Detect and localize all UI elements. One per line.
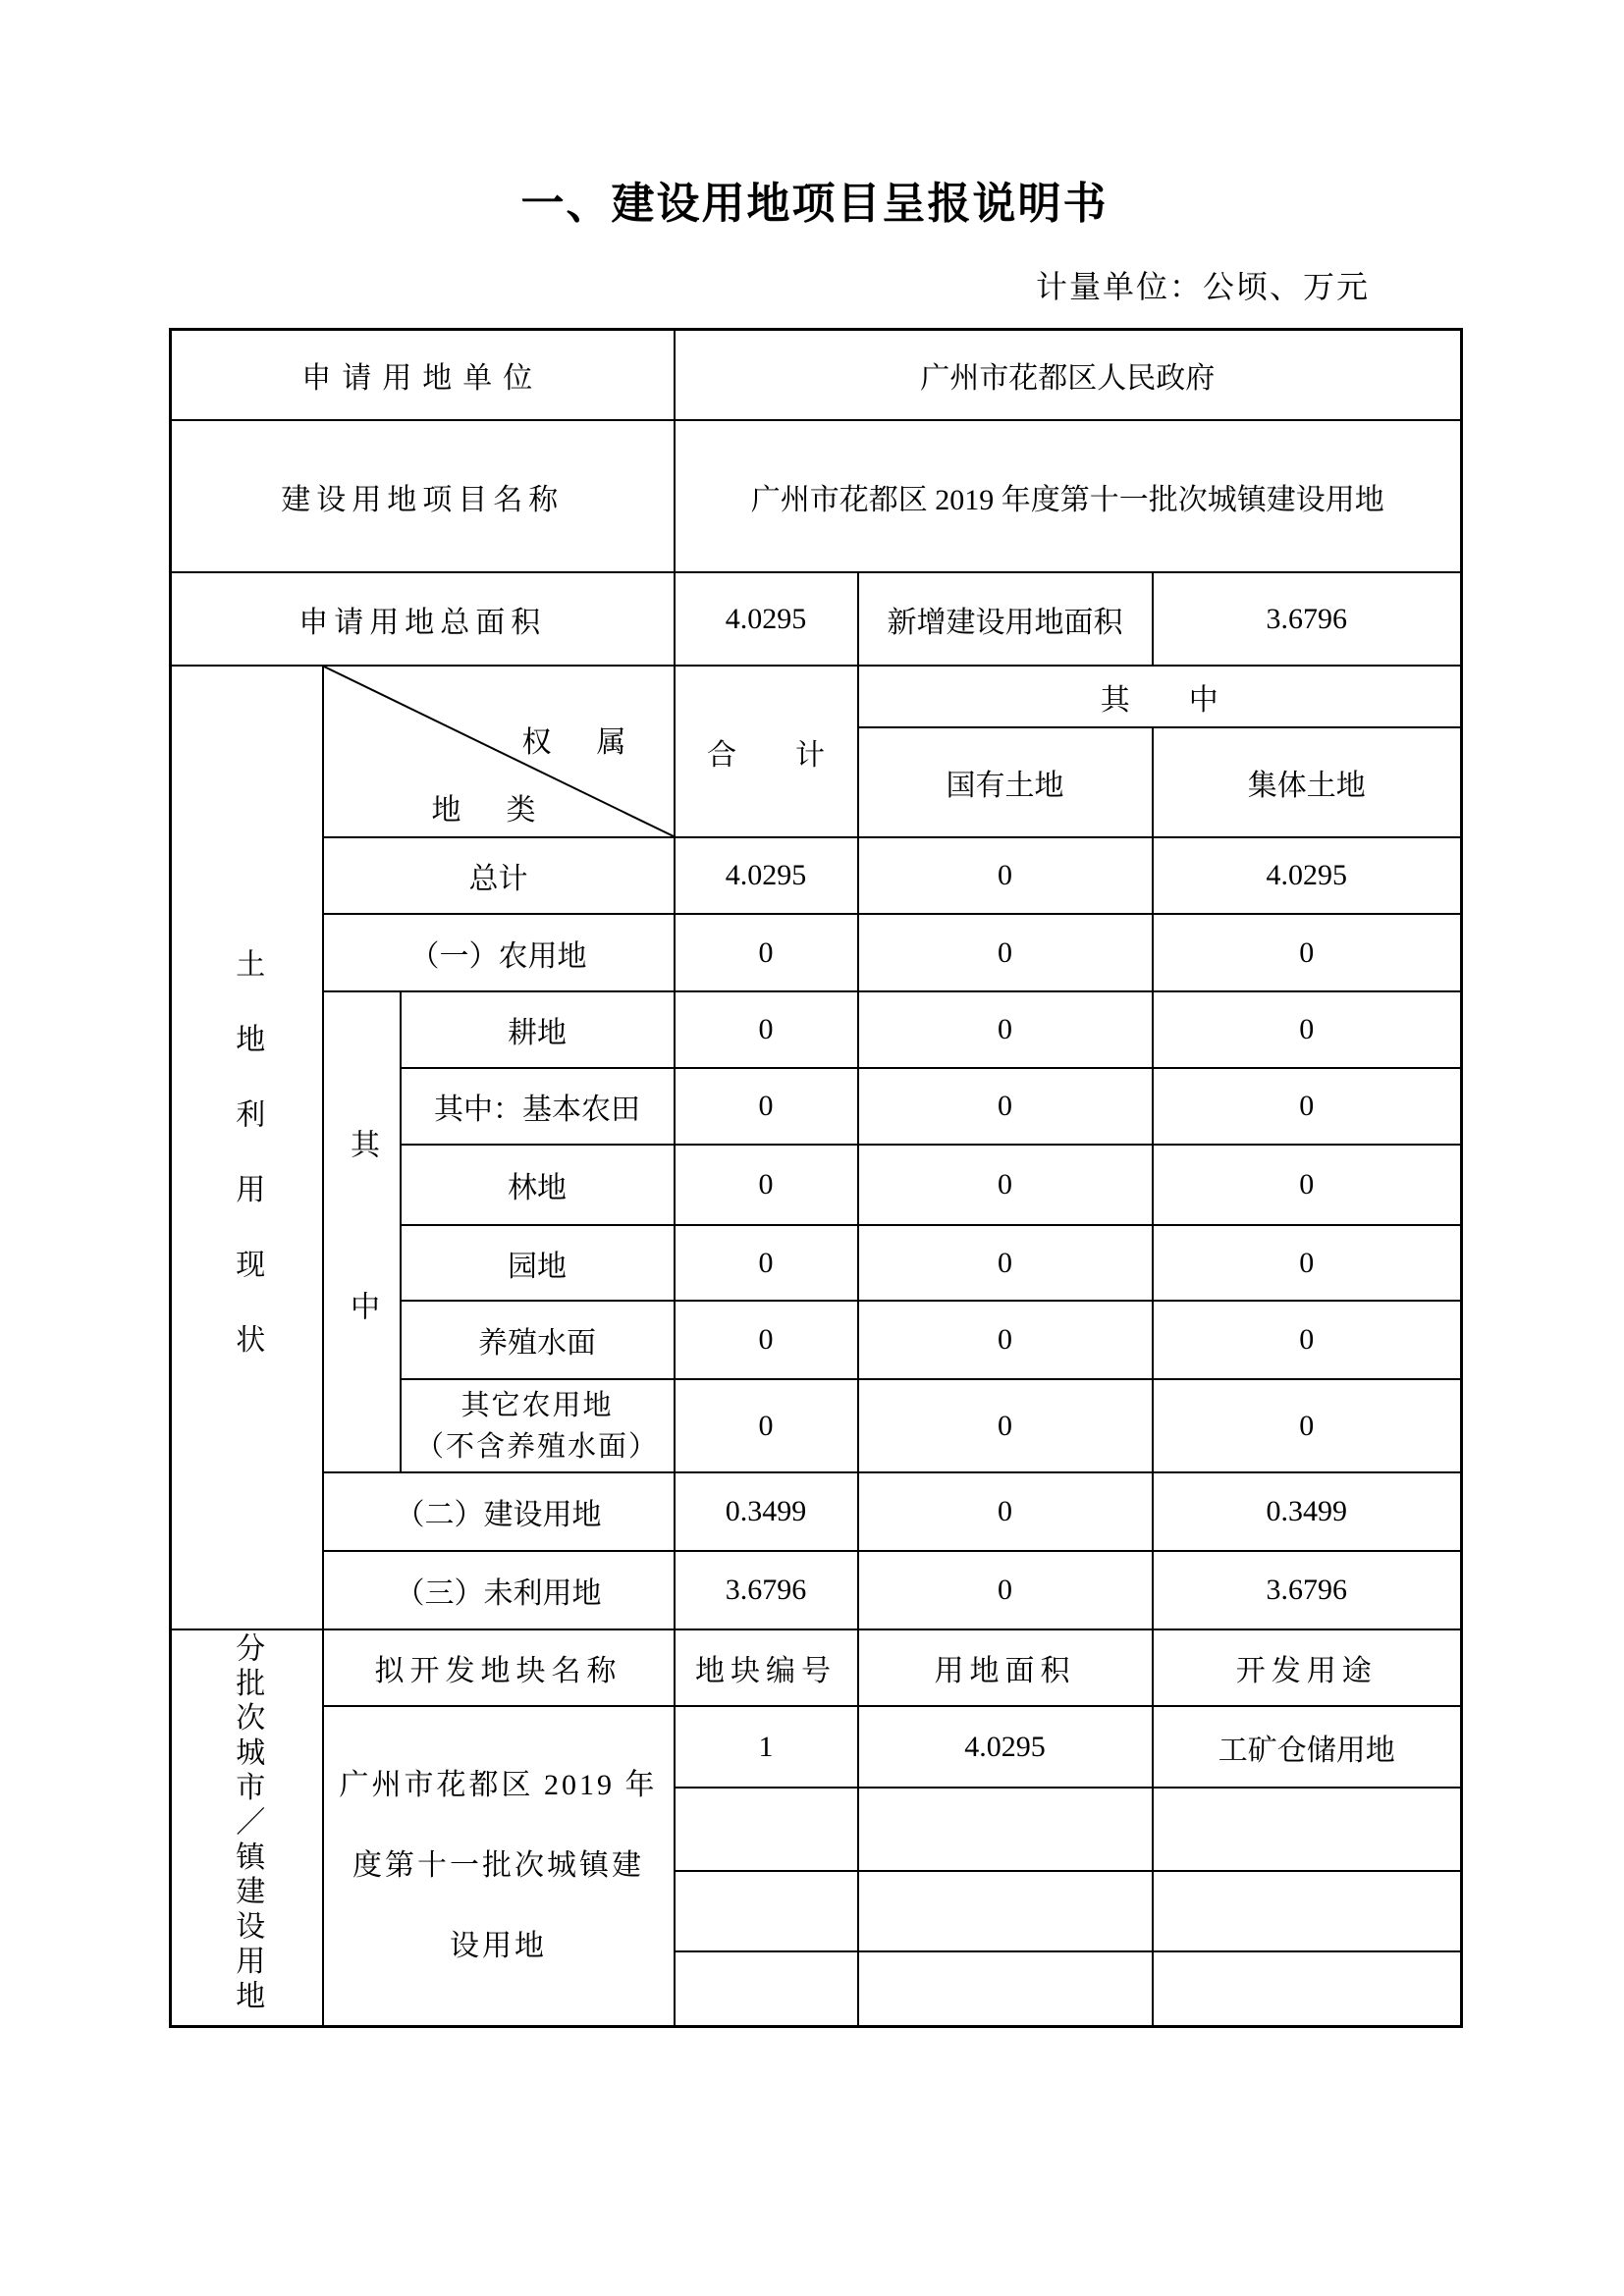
col-header-collective-land: 集体土地 [1153, 727, 1462, 837]
row-state: 0 [858, 1551, 1153, 1629]
dev-col-header-area: 用地面积 [858, 1629, 1153, 1706]
dev-row-area [858, 1951, 1153, 2026]
row-collective: 0 [1153, 991, 1462, 1068]
area-row [171, 572, 1462, 666]
dev-row-use [1153, 1951, 1462, 2026]
dev-project-name-line2: 度第十一批次城镇建 [352, 1848, 645, 1882]
row-total: 0 [675, 1068, 858, 1145]
dev-row-code [675, 1951, 858, 2026]
dev-row-code [675, 1871, 858, 1951]
applicant-label: 申请用地单位 [171, 329, 675, 420]
row-collective: 3.6796 [1153, 1551, 1462, 1629]
row-label: 园地 [401, 1225, 675, 1301]
landuse-header-row1 [171, 666, 1462, 727]
dev-row-code: 1 [675, 1706, 858, 1788]
page-title: 一、建设用地项目呈报说明书 [520, 180, 1109, 228]
row-state: 0 [858, 1472, 1153, 1551]
project-name-value: 广州市花都区 2019 年度第十一批次城镇建设用地 [675, 420, 1462, 572]
row-total: 0 [675, 1301, 858, 1379]
dev-row-area [858, 1871, 1153, 1951]
row-label: （三）未利用地 [323, 1551, 675, 1629]
diagonal-owner-label: 权 属 [521, 726, 634, 760]
col-header-state-land: 国有土地 [858, 727, 1153, 837]
dev-project-name-line1: 广州市花都区 2019 年 [339, 1768, 658, 1801]
row-collective: 0 [1153, 1225, 1462, 1301]
diagonal-header-cell [323, 666, 675, 837]
total-area-value: 4.0295 [675, 572, 858, 666]
row-label: 总计 [323, 837, 675, 914]
row-total: 4.0295 [675, 837, 858, 914]
row-state: 0 [858, 1145, 1153, 1225]
row-state: 0 [858, 1068, 1153, 1145]
dev-col-header-name: 拟开发地块名称 [323, 1629, 675, 1706]
dev-col-header-code: 地块编号 [675, 1629, 858, 1706]
row-collective: 0 [1153, 1145, 1462, 1225]
row-total: 0 [675, 1225, 858, 1301]
development-section-label-cell [171, 1629, 323, 2026]
row-state: 0 [858, 1301, 1153, 1379]
landuse-row-construction [171, 1472, 1462, 1551]
row-label: 其中：基本农田 [401, 1068, 675, 1145]
landuse-section-label-cell [171, 666, 323, 1629]
row-state: 0 [858, 991, 1153, 1068]
applicant-value: 广州市花都区人民政府 [675, 329, 1462, 420]
landuse-row-total [171, 837, 1462, 914]
row-label: （二）建设用地 [323, 1472, 675, 1551]
row-state: 0 [858, 914, 1153, 991]
dev-row-use [1153, 1788, 1462, 1871]
row-total: 0 [675, 914, 858, 991]
total-area-label: 申请用地总面积 [171, 572, 675, 666]
row-collective: 0.3499 [1153, 1472, 1462, 1551]
diagonal-class-label: 地 类 [431, 794, 544, 828]
new-area-value: 3.6796 [1153, 572, 1462, 666]
landuse-row-cultivated [171, 991, 1462, 1068]
row-label-cell [401, 1379, 675, 1472]
row-collective: 0 [1153, 914, 1462, 991]
landuse-row-agricultural [171, 914, 1462, 991]
row-state: 0 [858, 1225, 1153, 1301]
dev-row-use: 工矿仓储用地 [1153, 1706, 1462, 1788]
row-total: 0 [675, 991, 858, 1068]
dev-project-name-line3: 设用地 [450, 1929, 548, 1962]
row-collective: 4.0295 [1153, 837, 1462, 914]
measure-unit-note: 计量单位：公顷、万元 [1035, 268, 1370, 304]
row-total: 0 [675, 1379, 858, 1472]
row-label: 林地 [401, 1145, 675, 1225]
development-row [171, 1706, 1462, 1788]
dev-project-name-cell [323, 1706, 675, 2026]
row-collective: 0 [1153, 1379, 1462, 1472]
land-report-table [169, 328, 1463, 2028]
dev-row-area [858, 1788, 1153, 1871]
dev-row-area: 4.0295 [858, 1706, 1153, 1788]
row-state: 0 [858, 837, 1153, 914]
project-name-row [171, 420, 1462, 572]
applicant-row [171, 329, 1462, 420]
landuse-section-label: 土地利用现状 [231, 947, 264, 1399]
row-state: 0 [858, 1379, 1153, 1472]
row-label: 养殖水面 [401, 1301, 675, 1379]
dev-row-use [1153, 1871, 1462, 1951]
new-area-label: 新增建设用地面积 [858, 572, 1153, 666]
dev-col-header-use: 开发用途 [1153, 1629, 1462, 1706]
landuse-row-unused [171, 1551, 1462, 1629]
project-name-label: 建设用地项目名称 [171, 420, 675, 572]
among-label: 其中 [346, 1129, 378, 1454]
col-header-among: 其 中 [858, 666, 1462, 727]
col-header-total: 合 计 [675, 666, 858, 837]
among-label-cell [323, 991, 401, 1472]
row-label-line2: （不含养殖水面） [415, 1430, 660, 1463]
row-total: 0 [675, 1145, 858, 1225]
row-label: 耕地 [401, 991, 675, 1068]
dev-row-code [675, 1788, 858, 1871]
row-collective: 0 [1153, 1068, 1462, 1145]
document-sheet [169, 0, 1460, 2028]
development-section-label: 分批次城市／镇建设用地 [231, 1632, 264, 2015]
row-collective: 0 [1153, 1301, 1462, 1379]
development-header-row [171, 1629, 1462, 1706]
row-label: （一）农用地 [323, 914, 675, 991]
row-total: 0.3499 [675, 1472, 858, 1551]
row-total: 3.6796 [675, 1551, 858, 1629]
row-label-line1: 其它农用地 [460, 1389, 614, 1421]
